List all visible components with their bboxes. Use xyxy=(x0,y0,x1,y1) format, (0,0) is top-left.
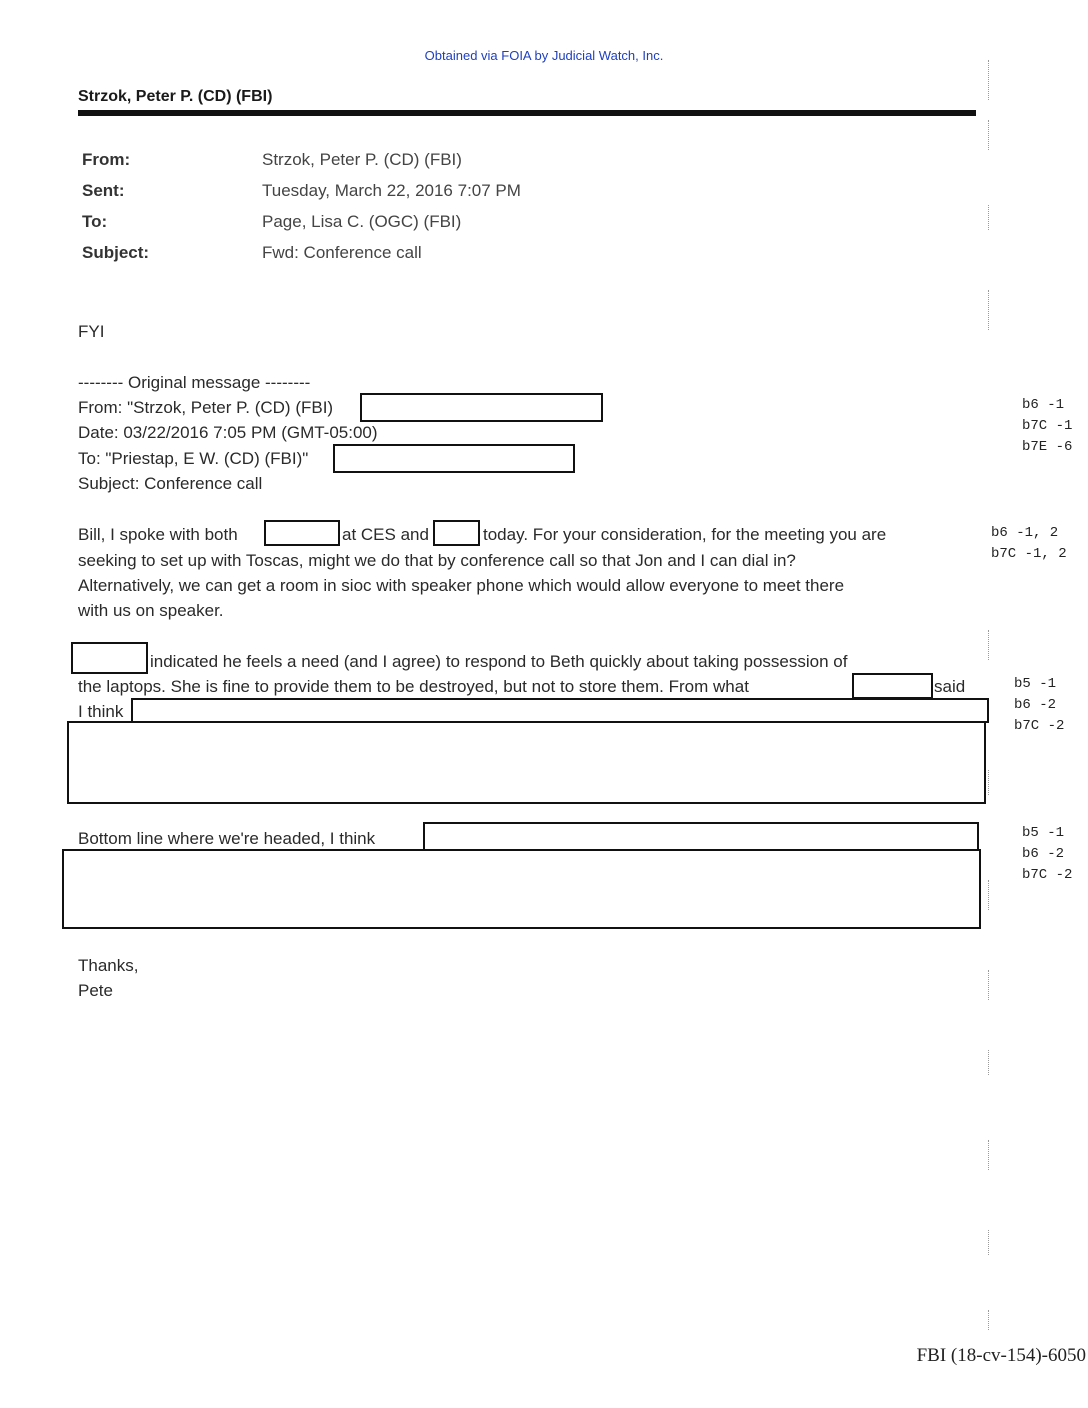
scan-margin-mark xyxy=(988,60,990,100)
scan-margin-mark xyxy=(988,290,990,330)
foia-watermark: Obtained via FOIA by Judicial Watch, Inc. xyxy=(424,48,664,63)
scan-margin-mark xyxy=(988,770,990,795)
scan-margin-mark xyxy=(988,1230,990,1255)
original-from-line: From: "Strzok, Peter P. (CD) (FBI) xyxy=(78,398,334,417)
original-message-separator: -------- Original message -------- xyxy=(78,373,311,392)
fyi-text: FYI xyxy=(78,322,105,341)
exemption-codes: b5 -1 b6 -2 b7C -2 xyxy=(1014,676,1065,734)
scan-margin-mark xyxy=(988,205,990,230)
scan-margin-mark xyxy=(988,1050,990,1075)
redaction-box xyxy=(852,673,933,699)
paragraph-2-line-1: indicated he feels a need (and I agree) to respond to Beth quickly about taking possession of xyxy=(150,652,848,671)
redaction-box xyxy=(67,721,986,804)
paragraph-2-line-3: I think xyxy=(78,702,124,721)
scan-margin-mark xyxy=(988,880,990,910)
mailbox-owner-name: Strzok, Peter P. (CD) (FBI) xyxy=(78,88,273,105)
to-label: To: xyxy=(82,212,108,231)
redaction-box xyxy=(71,642,148,674)
subject-label: Subject: xyxy=(82,243,150,262)
scan-margin-mark xyxy=(988,1140,990,1170)
bates-number: FBI (18-cv-154)-6050 xyxy=(916,1345,1086,1366)
signature-text: Pete xyxy=(78,981,113,1000)
paragraph-1-line-1-b: at CES and xyxy=(342,525,429,544)
exemption-codes: b6 -1 b7C -1 b7E -6 xyxy=(1022,397,1073,455)
exemption-codes: b6 -1, 2 b7C -1, 2 xyxy=(991,525,1067,562)
redaction-box xyxy=(360,393,603,422)
original-to-line: To: "Priestap, E W. (CD) (FBI)" xyxy=(78,449,309,468)
paragraph-1-line-3: Alternatively, we can get a room in sioc with speaker phone which would allow everyone to meet there xyxy=(78,576,845,595)
scan-margin-mark xyxy=(988,630,990,660)
sent-value: Tuesday, March 22, 2016 7:07 PM xyxy=(262,181,521,200)
redaction-box xyxy=(131,698,989,723)
redaction-box xyxy=(264,520,340,546)
closing-text: Thanks, xyxy=(78,956,139,975)
paragraph-1-line-1-c: today. For your consideration, for the meeting you are xyxy=(483,525,887,544)
subject-value: Fwd: Conference call xyxy=(262,243,422,262)
to-value: Page, Lisa C. (OGC) (FBI) xyxy=(262,212,462,231)
paragraph-1-line-2: seeking to set up with Toscas, might we do that by conference call so that Jon and I can dial in? xyxy=(78,551,796,570)
paragraph-2-line-2-a: the laptops. She is fine to provide them to be destroyed, but not to store them. From what xyxy=(78,677,749,696)
scan-margin-mark xyxy=(988,120,990,150)
from-label: From: xyxy=(82,150,131,169)
from-value: Strzok, Peter P. (CD) (FBI) xyxy=(262,150,462,169)
exemption-codes: b5 -1 b6 -2 b7C -2 xyxy=(1022,825,1073,883)
header-rule xyxy=(78,110,976,116)
scan-margin-mark xyxy=(988,1310,990,1330)
redaction-box xyxy=(333,444,575,473)
paragraph-1-line-1-a: Bill, I spoke with both xyxy=(78,525,238,544)
sent-label: Sent: xyxy=(82,181,125,200)
paragraph-1-line-4: with us on speaker. xyxy=(78,601,224,620)
paragraph-3-line-1: Bottom line where we're headed, I think xyxy=(78,829,376,848)
redaction-box xyxy=(62,849,981,929)
redaction-box xyxy=(423,822,979,851)
redaction-box xyxy=(433,520,480,546)
paragraph-2-line-2-b: said xyxy=(934,677,966,696)
scan-margin-mark xyxy=(988,970,990,1000)
original-date-line: Date: 03/22/2016 7:05 PM (GMT-05:00) xyxy=(78,423,378,442)
original-subject-line: Subject: Conference call xyxy=(78,474,263,493)
